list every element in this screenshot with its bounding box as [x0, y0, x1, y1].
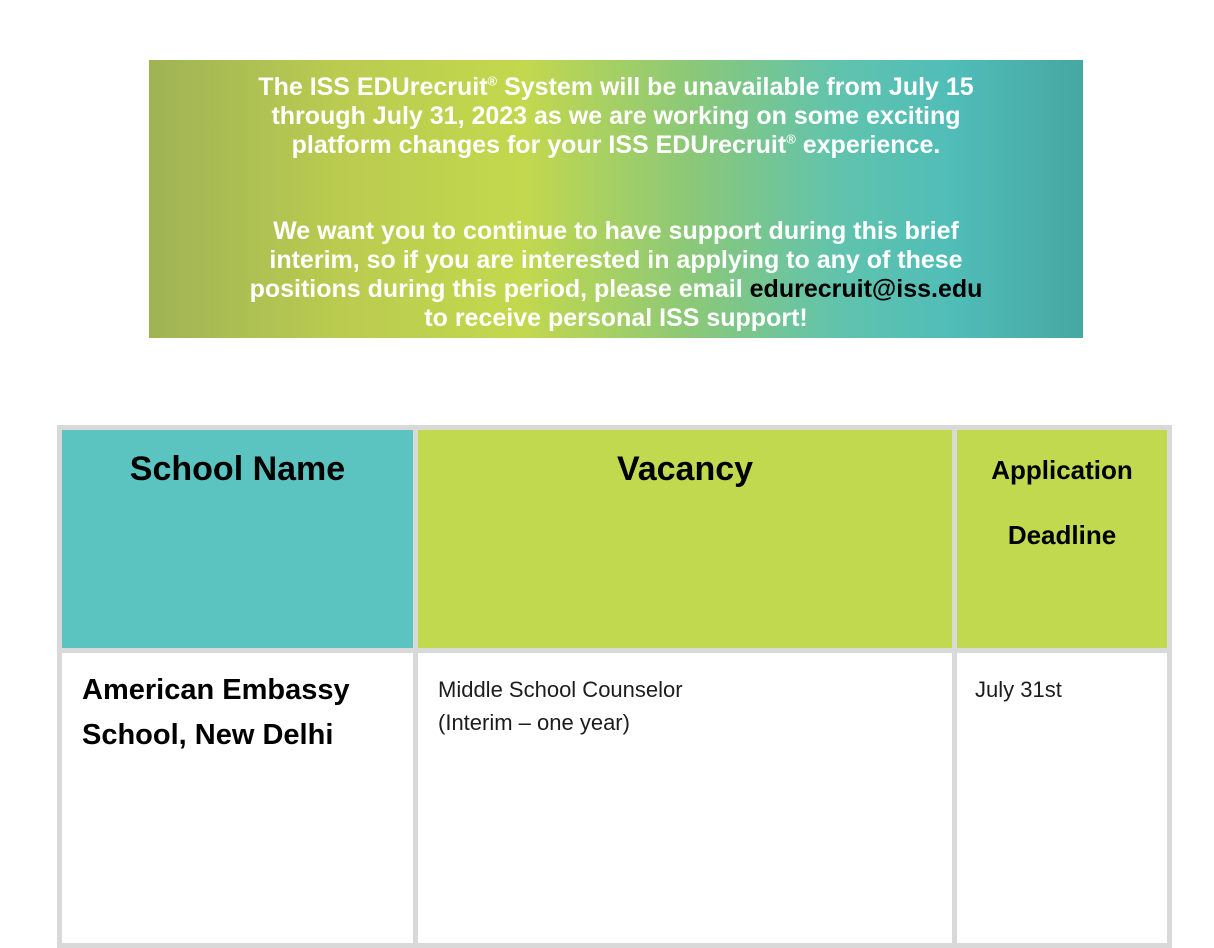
banner-text: experience. [795, 131, 941, 159]
banner-text: The ISS EDUrecruit [258, 73, 488, 101]
table-row-school-name [62, 653, 413, 943]
banner-text: positions during this period, please email [249, 275, 750, 303]
banner-text: interim, so if you are interested in applying to any of these [269, 246, 963, 274]
table-row-deadline [957, 653, 1167, 943]
column-header-application-deadline [957, 430, 1167, 648]
header-application-label: Application [991, 455, 1133, 485]
vacancy-detail-text: (Interim – one year) [438, 710, 630, 735]
banner-text: to receive personal ISS support! [424, 304, 808, 332]
banner-text: through July 31, 2023 as we are working on some exciting [271, 102, 961, 130]
vacancies-table [57, 425, 1172, 948]
deadline-text: July 31st [975, 677, 1062, 702]
registered-trademark-symbol: ® [487, 73, 498, 89]
table-row-vacancy [418, 653, 952, 943]
school-name-text: School, New Delhi [82, 719, 334, 751]
banner-text: platform changes for your ISS EDUrecruit [291, 131, 787, 159]
banner-text: System will be unavailable from July 15 [497, 73, 974, 101]
banner-text: We want you to continue to have support during this brief [273, 217, 959, 245]
school-name-text: American Embassy [82, 674, 350, 706]
banner-paragraph-unavailable [167, 73, 1065, 160]
maintenance-banner [149, 60, 1083, 338]
header-deadline-label: Deadline [1007, 520, 1117, 550]
email-link[interactable]: edurecruit@iss.edu [749, 275, 983, 303]
vacancy-title-text: Middle School Counselor [438, 677, 683, 702]
column-header-school-name: School Name [62, 430, 413, 648]
banner-paragraph-support [167, 217, 1065, 333]
column-header-vacancy: Vacancy [418, 430, 952, 648]
registered-trademark-symbol: ® [786, 131, 796, 147]
